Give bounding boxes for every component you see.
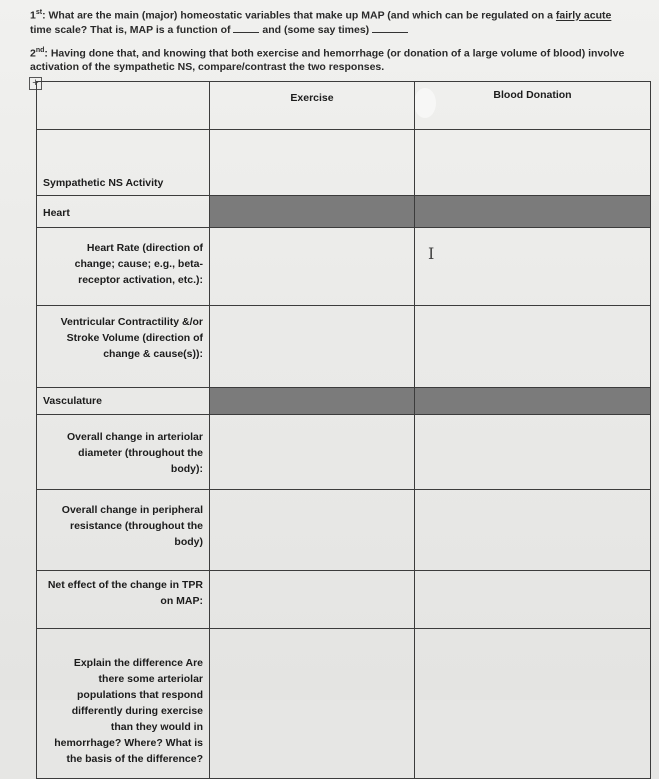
header-cell-empty[interactable]	[37, 82, 210, 130]
answer-cell[interactable]	[415, 629, 651, 779]
q2-sup: nd	[35, 47, 45, 54]
text-cursor-icon: I	[428, 244, 435, 263]
q1-number: 1	[30, 9, 36, 22]
table-row	[37, 196, 651, 228]
question-1	[30, 6, 630, 37]
row-label: Sympathetic NS Activity	[37, 130, 210, 196]
shaded-cell	[415, 196, 651, 228]
table-row	[37, 415, 651, 490]
answer-cell[interactable]	[210, 571, 415, 629]
row-label: Net effect of the change in TPR on MAP:	[37, 571, 210, 629]
table-row	[37, 571, 651, 629]
answer-cell[interactable]	[210, 490, 415, 571]
shaded-cell	[415, 388, 651, 415]
answer-cell[interactable]	[415, 571, 651, 629]
table-row	[37, 388, 651, 415]
question-2	[30, 44, 630, 74]
blank-2[interactable]	[372, 23, 408, 33]
header-blood-donation: Blood Donation	[415, 82, 651, 130]
answer-cell[interactable]	[210, 228, 415, 306]
answer-cell[interactable]	[415, 228, 651, 306]
table-row	[37, 490, 651, 571]
header-exercise: Exercise	[210, 82, 415, 130]
comparison-table	[36, 81, 651, 779]
row-label: Explain the difference Are there some arteriolar populations that respond differently during exercise than they would in hemorrhage? Where? What is the basis of the difference?	[37, 629, 210, 779]
table-row	[37, 629, 651, 779]
row-label: Heart	[37, 196, 210, 228]
q1-sup: st	[35, 9, 43, 16]
table-row	[37, 130, 651, 196]
row-label: Heart Rate (direction of change; cause; e.g., beta-receptor activation, etc.):	[37, 228, 210, 306]
table-row	[37, 228, 651, 306]
table-move-handle-icon[interactable]: +	[29, 77, 42, 90]
q1-underlined-text: fairly acute	[555, 9, 612, 22]
q1-text-a: : What are the main (major) homeostatic variables that make up MAP (and which can be regulated on a	[42, 9, 556, 22]
blank-1[interactable]	[233, 23, 259, 33]
row-label: Overall change in arteriolar diameter (throughout the body):	[37, 415, 210, 490]
header-row	[37, 82, 651, 130]
shaded-cell	[210, 388, 415, 415]
answer-cell[interactable]	[415, 130, 651, 196]
answer-cell[interactable]	[415, 415, 651, 490]
table-row	[37, 306, 651, 388]
row-label: Ventricular Contractility &/or Stroke Volume (direction of change & cause(s)):	[37, 306, 210, 388]
q1-text-c: and (some say times)	[262, 23, 370, 36]
answer-cell[interactable]	[210, 629, 415, 779]
answer-cell[interactable]	[415, 306, 651, 388]
row-label: Vasculature	[37, 388, 210, 415]
q1-text-b: time scale? That is, MAP is a function of	[30, 23, 231, 36]
answer-cell[interactable]	[210, 306, 415, 388]
q2-text: : Having done that, and knowing that both exercise and hemorrhage (or donation of a large volume of blood) involve activation of the sympathetic NS, compare/contrast the two responses.	[30, 47, 625, 73]
row-label: Overall change in peripheral resistance (throughout the body)	[37, 490, 210, 571]
shaded-cell	[210, 196, 415, 228]
q2-number: 2	[30, 47, 36, 60]
answer-cell[interactable]	[210, 130, 415, 196]
answer-cell[interactable]	[415, 490, 651, 571]
answer-cell[interactable]	[210, 415, 415, 490]
